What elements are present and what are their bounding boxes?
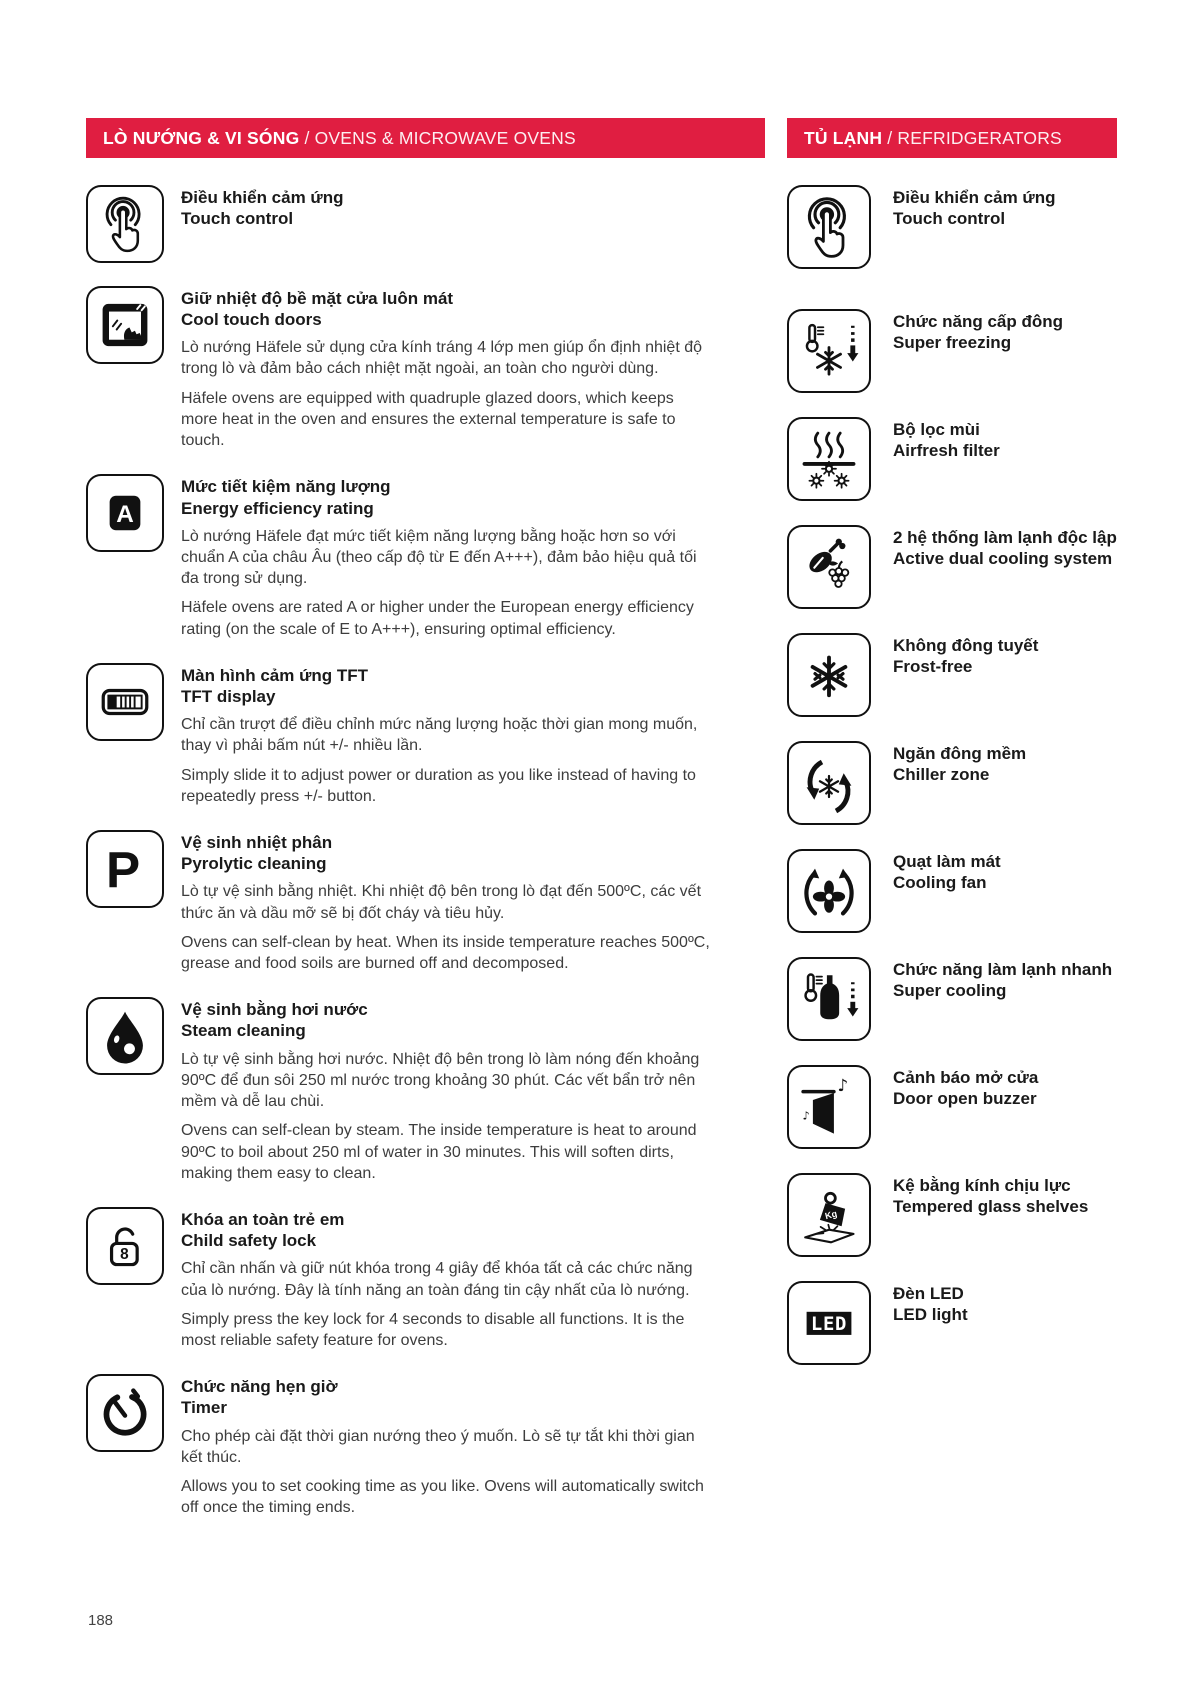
title-separator: / [299,128,315,148]
svg-text:P: P [106,841,141,899]
feature-title-vi: Vệ sinh nhiệt phân [181,833,333,853]
feature-item-timer [86,1374,765,1518]
feature-title-vi: Đèn LED [893,1284,964,1303]
feature-title-vi: Mức tiết kiệm năng lượng [181,477,391,497]
feature-desc-en: Häfele ovens are equipped with quadruple glazed doors, which keeps more heat in the oven and ensures the external temperature is safe to touch. [181,389,676,450]
feature-title-vi: Kệ bằng kính chịu lực [893,1176,1071,1195]
feature-title-en: Door open buzzer [893,1089,1037,1109]
dual-cooling-icon [787,525,871,609]
feature-item-touch-control [787,185,1117,269]
feature-title-en: Touch control [893,209,1006,229]
timer-icon [86,1374,164,1452]
door-open-buzzer-icon [787,1065,871,1149]
svg-text:LED: LED [810,1313,848,1335]
feature-title-vi: 2 hệ thống làm lạnh độc lập [893,528,1117,547]
feature-desc-vi: Lò tự vệ sinh bằng hơi nước. Nhiệt độ bên trong lò làm nóng đến khoảng 90ºC để đun sôi 250 ml nước trong khoảng 30 phút. Các vết bẩn trở nên mềm và dễ lau chùi. [181,1050,700,1111]
feature-title-vi: Giữ nhiệt độ bề mặt cửa luôn mát [181,289,454,308]
feature-title-en: Energy efficiency rating [181,498,374,518]
feature-item-chiller-zone [787,741,1117,825]
svg-text:♪: ♪ [837,1074,849,1095]
feature-title-en: LED light [893,1305,968,1325]
tempered-glass-shelves-icon [787,1173,871,1257]
feature-title-en: Airfresh filter [893,441,1000,461]
feature-title-en: Frost-free [893,657,973,677]
cool-touch-doors-icon [86,286,164,364]
feature-title-en: Touch control [181,209,294,229]
feature-desc-vi: Lò nướng Häfele đạt mức tiết kiệm năng lượng bằng hoặc hơn so với chuẩn A của châu Âu (theo cấp độ từ E đến A+++), đảm bảo hiệu quả tối đa trong sử dụng. [181,527,697,588]
feature-item-frost-free [787,633,1117,717]
section-header-ovens [86,118,765,158]
feature-title-en: Child safety lock [181,1231,317,1251]
feature-title-vi: Điều khiển cảm ứng [893,188,1056,207]
section-header-refrigerators [787,118,1117,158]
feature-item-glass-shelves [787,1173,1117,1257]
feature-item-door-buzzer [787,1065,1117,1149]
touch-control-icon [86,185,164,263]
feature-title-en: Super freezing [893,333,1012,353]
energy-rating-icon [86,474,164,552]
feature-item-super-freezing [787,309,1117,393]
feature-desc-vi: Chỉ cần trượt để điều chỉnh mức năng lượng hoặc thời gian mong muốn, thay vì phải bấm nút +/- nhiều lần. [181,716,698,755]
feature-desc-vi: Cho phép cài đặt thời gian nướng theo ý muốn. Lò sẽ tự tắt khi thời gian kết thúc. [181,1427,695,1466]
feature-title-vi: Chức năng hẹn giờ [181,1377,338,1397]
feature-item-steam-cleaning [86,997,765,1184]
feature-title-vi: Chức năng cấp đông [893,312,1064,331]
feature-item-super-cooling [787,957,1117,1041]
feature-desc-en: Allows you to set cooking time as you like. Ovens will automatically switch off once the timing ends. [181,1478,704,1517]
feature-title-vi: Cảnh báo mở cửa [893,1068,1039,1087]
feature-title-en: Steam cleaning [181,1021,306,1041]
child-safety-lock-icon [86,1207,164,1285]
touch-control-icon [787,185,871,269]
feature-item-pyrolytic [86,830,765,974]
section-ovens [86,118,765,1542]
cooling-fan-icon [787,849,871,933]
led-light-icon [787,1281,871,1365]
feature-title-en: Timer [181,1398,227,1418]
title-separator: / [882,128,898,148]
feature-item-airfresh-filter [787,417,1117,501]
feature-title-en: Active dual cooling system [893,549,1113,569]
feature-title-vi: Màn hình cảm ứng TFT [181,665,369,685]
feature-desc-en: Simply slide it to adjust power or duration as you like instead of having to repeatedly press +/- button. [181,766,696,805]
feature-desc-en: Simply press the key lock for 4 seconds to disable all functions. It is the most reliable safety feature for ovens. [181,1310,685,1350]
feature-item-child-lock [86,1207,765,1351]
feature-title-vi: Ngăn đông mềm [893,744,1027,763]
feature-item-cool-touch-doors [86,286,765,451]
feature-title-en: TFT display [181,687,276,707]
feature-desc-en: Häfele ovens are rated A or higher under the European energy efficiency rating (on the scale of E to A+++), ensuring optimal efficiency. [181,599,694,638]
svg-text:Kg: Kg [823,1208,839,1222]
section-title-vi: TỦ LẠNH [804,128,883,148]
section-title-en: OVENS & MICROWAVE OVENS [314,128,576,148]
super-freezing-icon [787,309,871,393]
svg-text:♪: ♪ [802,1109,810,1123]
feature-desc-vi: Lò tự vệ sinh bằng nhiệt. Khi nhiệt độ bên trong lò đạt đến 500ºC, các vết thức ăn và dầu mỡ sẽ bị đốt cháy và tiêu hủy. [181,883,702,922]
feature-desc-en: Ovens can self-clean by steam. The inside temperature is heat to around 90ºC to boil about 250 ml of water in 30 minutes. This will soften dirts, making them easy to clean. [181,1122,697,1182]
feature-title-vi: Chức năng làm lạnh nhanh [893,960,1113,979]
feature-title-en: Super cooling [893,981,1007,1001]
svg-text:A: A [116,501,134,529]
feature-item-led-light [787,1281,1117,1365]
feature-title-vi: Khóa an toàn trẻ em [181,1210,345,1230]
feature-item-tft-display [86,663,765,807]
feature-item-dual-cooling [787,525,1117,609]
feature-title-en: Cool touch doors [181,310,322,330]
section-title-vi: LÒ NƯỚNG & VI SÓNG [103,128,300,148]
feature-title-vi: Điều khiển cảm ứng [181,188,344,207]
chiller-zone-icon [787,741,871,825]
feature-title-vi: Không đông tuyết [893,636,1039,655]
feature-list [787,185,1117,1365]
feature-desc-vi: Lò nướng Häfele sử dụng cửa kính tráng 4 lớp men giúp ổn định nhiệt độ trong lò và đảm bảo cách nhiệt mặt ngoài, an toàn cho người dùng. [181,339,703,378]
feature-title-en: Cooling fan [893,873,987,893]
feature-title-vi: Bộ lọc mùi [893,420,980,439]
pyrolytic-cleaning-icon [86,830,164,908]
tft-display-icon [86,663,164,741]
feature-title-en: Chiller zone [893,765,990,785]
feature-desc-vi: Chỉ cần nhấn và giữ nút khóa trong 4 giây để khóa tất cả các chức năng của lò nướng. Đây là tính năng an toàn đáng tin cậy nhất của lò nướng. [181,1260,693,1299]
feature-item-touch-control [86,185,765,263]
frost-free-icon [787,633,871,717]
airfresh-filter-icon [787,417,871,501]
section-title-en: REFRIDGERATORS [897,128,1062,148]
super-cooling-icon [787,957,871,1041]
section-refrigerators [787,118,1117,1389]
feature-title-vi: Vệ sinh bằng hơi nước [181,1000,368,1020]
feature-item-cooling-fan [787,849,1117,933]
feature-item-energy-rating [86,474,765,639]
feature-list [86,185,765,1519]
feature-desc-en: Ovens can self-clean by heat. When its inside temperature reaches 500ºC, grease and food soils are burned off and decomposed. [181,933,710,973]
feature-title-en: Tempered glass shelves [893,1197,1089,1217]
steam-cleaning-icon [86,997,164,1075]
feature-title-en: Pyrolytic cleaning [181,854,327,874]
feature-title-vi: Quạt làm mát [893,852,1001,871]
svg-text:8: 8 [120,1245,129,1263]
page-number: 188 [88,1612,114,1629]
